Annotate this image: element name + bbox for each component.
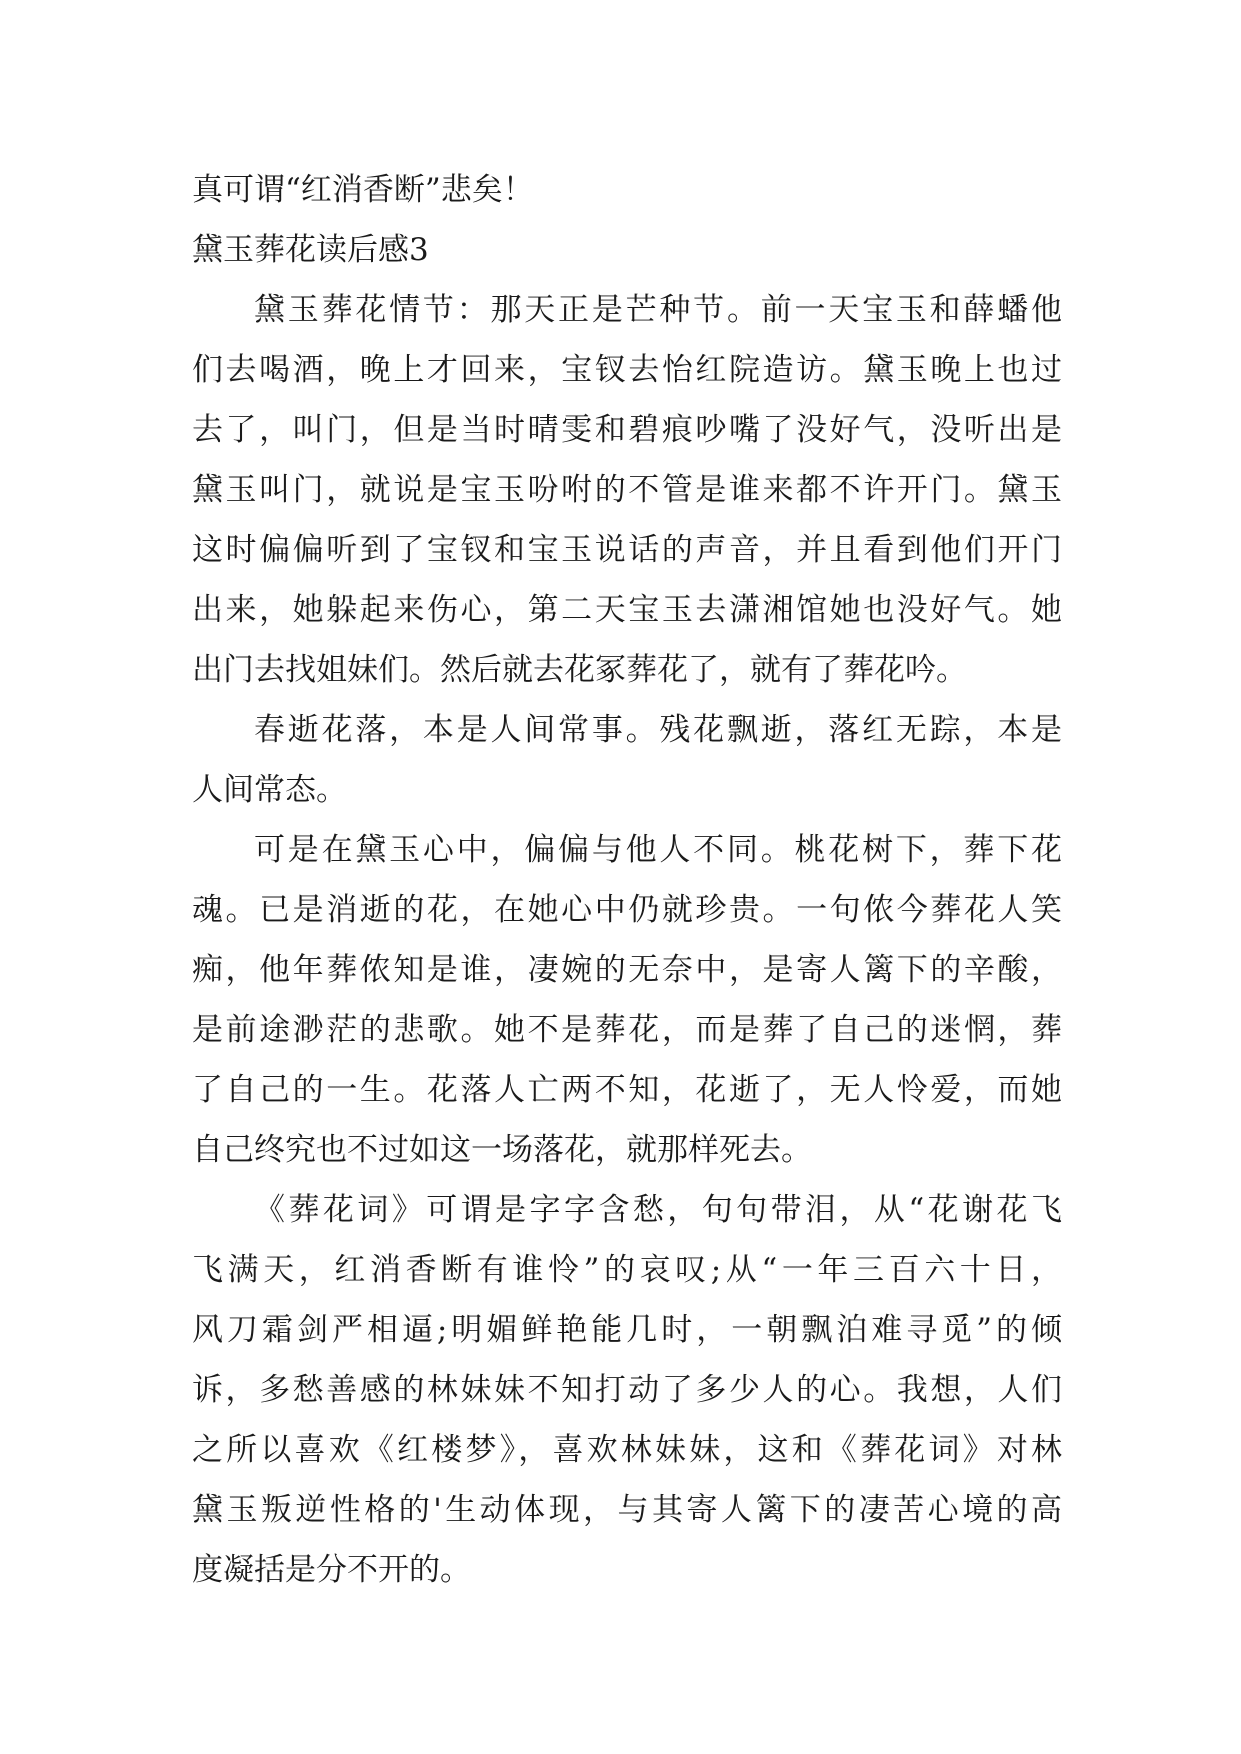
text-line: 之所以喜欢《红楼梦》，喜欢林妹妹，这和《葬花词》对林 [192,1432,1062,1468]
text-line: 风刀霜剑严相逼;明媚鲜艳能几时，一朝飘泊难寻觅”的倾 [192,1312,1062,1348]
text-line: 黛玉叫门，就说是宝玉吩咐的不管是谁来都不许开门。黛玉 [192,472,1062,508]
text-line: 飞满天，红消香断有谁怜”的哀叹;从“一年三百六十日， [192,1252,1062,1288]
text-line: 出来，她躲起来伤心，第二天宝玉去潇湘馆她也没好气。她 [192,592,1062,628]
text-line: 春逝花落，本是人间常事。残花飘逝，落红无踪，本是 [254,712,1062,748]
text-line: 黛玉葬花情节：那天正是芒种节。前一天宝玉和薛蟠他 [254,292,1062,328]
text-line: 出门去找姐妹们。然后就去花冢葬花了，就有了葬花吟。 [192,652,967,688]
text-line: 可是在黛玉心中，偏偏与他人不同。桃花树下，葬下花 [254,832,1062,868]
text-line: 去了，叫门，但是当时晴雯和碧痕吵嘴了没好气，没听出是 [192,412,1062,448]
document-body [192,160,1062,1600]
text-line: 黛玉叛逆性格的'生动体现，与其寄人篱下的凄苦心境的高 [192,1492,1062,1528]
text-line: 诉，多愁善感的林妹妹不知打动了多少人的心。我想，人们 [192,1372,1062,1408]
text-line: 了自己的一生。花落人亡两不知，花逝了，无人怜爱，而她 [192,1072,1062,1108]
text-line: 度凝括是分不开的。 [192,1552,471,1588]
text-line: 人间常态。 [192,772,347,808]
text-line: 《葬花词》可谓是字字含愁，句句带泪，从“花谢花飞 [254,1192,1062,1228]
text-line: 魂。已是消逝的花，在她心中仍就珍贵。一句侬今葬花人笑 [192,892,1062,928]
section-heading: 黛玉葬花读后感3 [192,232,429,268]
text-line: 们去喝酒，晚上才回来，宝钗去怡红院造访。黛玉晚上也过 [192,352,1062,388]
text-line: 这时偏偏听到了宝钗和宝玉说话的声音，并且看到他们开门 [192,532,1062,568]
text-line: 痴，他年葬侬知是谁，凄婉的无奈中，是寄人篱下的辛酸， [192,952,1062,988]
text-line: 真可谓“红消香断”悲矣！ [192,172,534,208]
text-line: 是前途渺茫的悲歌。她不是葬花，而是葬了自己的迷惘，葬 [192,1012,1062,1048]
text-line: 自己终究也不过如这一场落花，就那样死去。 [192,1132,812,1168]
